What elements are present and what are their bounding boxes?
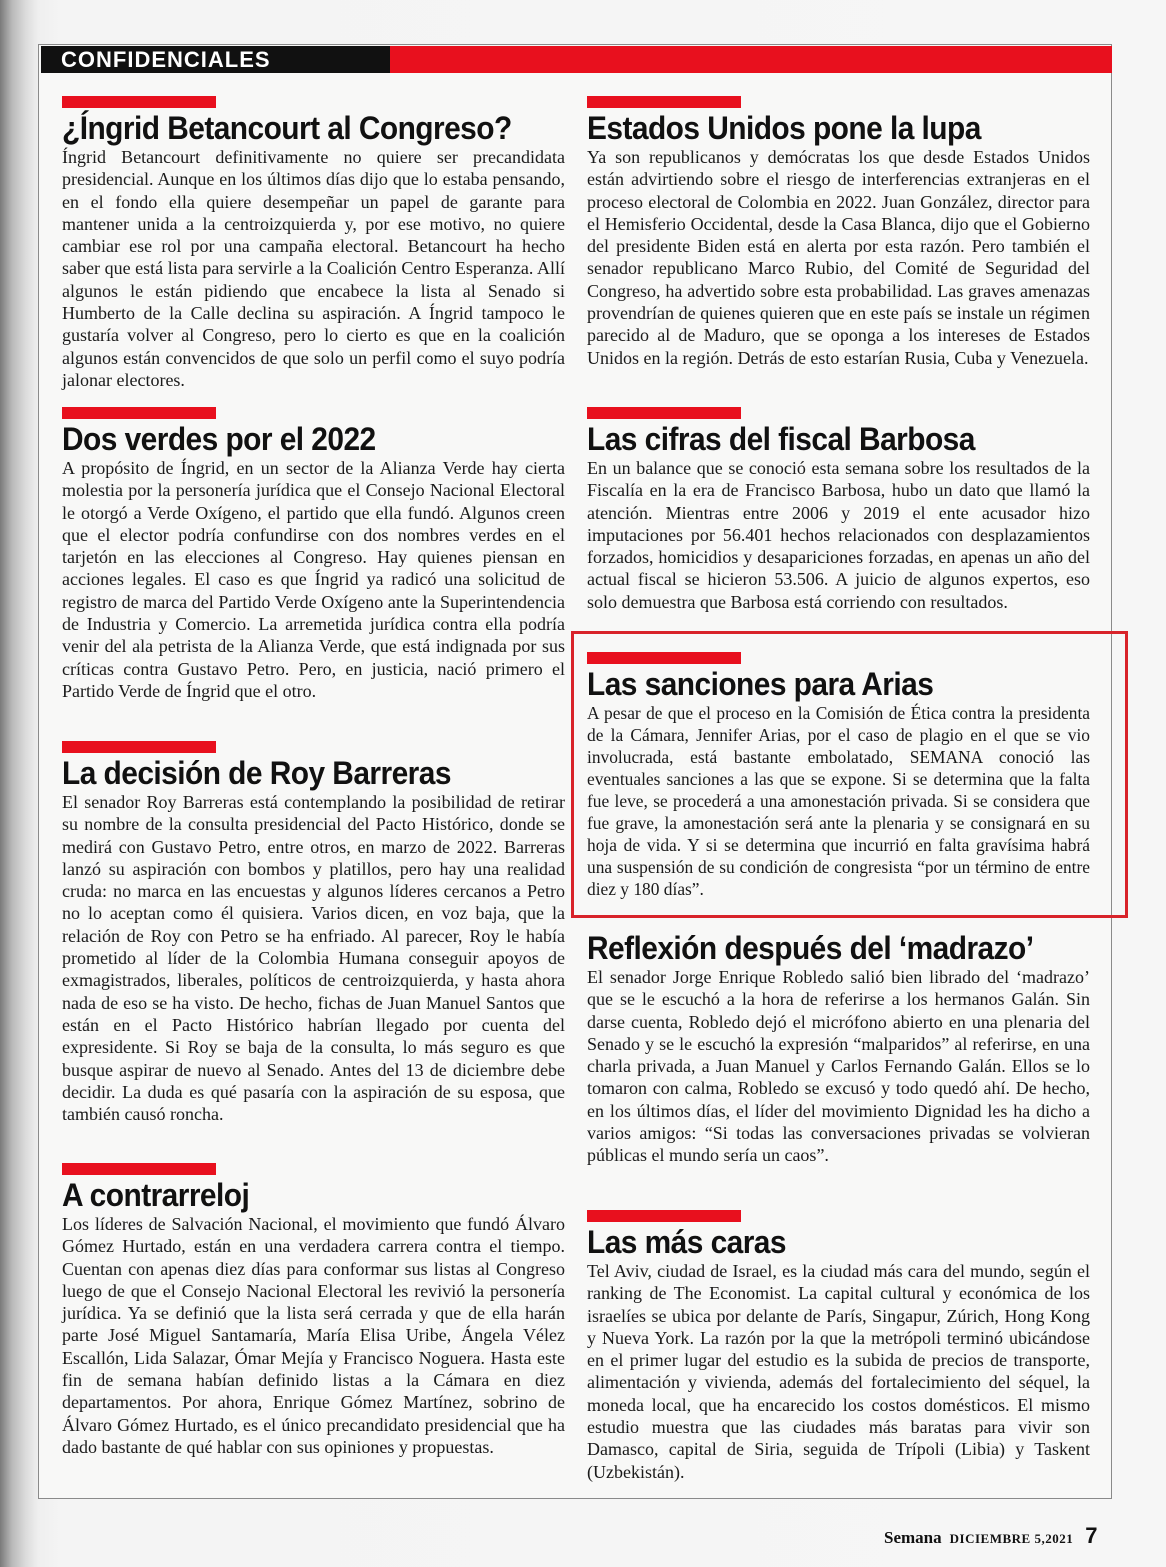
- article-body: Los líderes de Salvación Nacional, el movimiento que fundó Álvaro Gómez Hurtado, están en una verdadera carrera contra el tiempo. Cuentan con apenas diez días para conformar sus listas al Congreso luego de que el Consejo Nacional Electoral les revivió la personería jurídica. Ya se definió que la lista será cerrada y que de ella harán parte José Miguel Santamaría, María Elisa Uribe, Ángela Vélez Escallón, Lida Salazar, Ómar Mejía y Francisco Noguera. Hasta este fin de semana habían definido listas a la Cámara en diez departamentos. Por ahora, Enrique Gómez Martínez, sobrino de Álvaro Gómez Hurtado, es el único precandidato presidencial que ha dado bastante de qué hablar con sus opiniones y propuestas.: [62, 1214, 565, 1457]
- article-fiscal-barbosa: [587, 407, 1090, 613]
- article-headline: A contrarreloj: [62, 1177, 250, 1213]
- magazine-name: Semana: [884, 1528, 942, 1547]
- article-headline: Estados Unidos pone la lupa: [587, 110, 981, 146]
- article-body: Ya son republicanos y demócratas los que desde Estados Unidos están advirtiendo sobre el riesgo de interferencias extranjeras en el proceso electoral de Colombia en 2022. Juan González, director para el Hemisferio Occidental, desde la Casa Blanca, dijo que el Gobierno del presidente Biden está en alerta por esta razón. Pero también el senador republicano Marco Rubio, del Comité de Seguridad del Congreso, ha advertido sobre esta probabilidad. Las graves amenazas provendrían de quienes quieren que en este país se instale un régimen parecido al de Maduro, que se oponga a los intereses de Estados Unidos en la región. Detrás de esto estarían Rusia, Cuba y Venezuela.: [587, 147, 1090, 368]
- section-title: CONFIDENCIALES: [61, 47, 271, 72]
- article-body: A propósito de Íngrid, en un sector de la Alianza Verde hay cierta molestia por la personería jurídica que el Consejo Nacional Electoral le otorgó a Verde Oxígeno, el partido que ella fundó. Algunos creen que el elector podría confundirse con dos nombres verdes en el tarjetón en las elecciones al Congreso. Hay quienes piensan en acciones legales. El caso es que Íngrid ya radicó una solicitud de registro de marca del Partido Verde Oxígeno ante la Superintendencia de Industria y Comercio. La arremetida jurídica contra ella podría venir del ala petrista de la Alianza Verde, que está indignada por sus críticas contra Gustavo Petro. Pero, en justicia, nació primero el Partido Verde de Íngrid que el otro.: [62, 458, 565, 701]
- article-red-bar: [587, 407, 741, 419]
- article-ingrid: [62, 96, 565, 391]
- article-red-bar: [62, 96, 216, 108]
- article-headline: Reflexión después del ‘madrazo’: [587, 930, 1034, 966]
- article-body: El senador Roy Barreras está contemplando la posibilidad de retirar su nombre de la consulta presidencial del Pacto Histórico, donde se medirá con Gustavo Petro, entre otros, en marzo de 2022. Barreras lanzó su aspiración con bombos y platillos, pero hay una realidad cruda: no marca en las encuestas y algunos líderes cercanos a Petro no lo aceptan como él quisiera. Varios dicen, en voz baja, que la relación de Roy con Petro se ha enfriado. Al parecer, Roy le había prometido al líder de la Colombia Humana conseguir apoyos de exmagistrados, liberales, políticos de centroizquierda, y hasta ahora nada de eso se ha visto. De hecho, fichas de Juan Manuel Santos que están en el Pacto Histórico habrían llegado por cuenta del expresidente. Si Roy se baja de la consulta, lo más seguro es que busque aspirar de nuevo al Senado. Antes del 13 de diciembre debe decidir. La duda es qué pasaría con la aspiración de su esposa, que también causó roncha.: [62, 792, 565, 1125]
- article-roy-barreras: [62, 741, 565, 1125]
- article-dos-verdes: [62, 407, 565, 702]
- article-red-bar: [587, 1210, 741, 1222]
- article-body: Íngrid Betancourt definitivamente no quiere ser precandidata presidencial. Aunque en los últimos días dijo que lo estaba pensando, en el fondo ella quiere desempeñar un papel de garante para mantener unida a la centroizquierda y, por ese motivo, no quiere cambiar ese rol por una campaña electoral. Betancourt ha hecho saber que está lista para servirle a la Coalición Centro Esperanza. Allí algunos le están pidiendo que encabece la lista al Senado si Humberto de la Calle declina su aspiración. A Íngrid tampoco le gustaría volver al Congreso, pero lo cierto es que en la coalición algunos están convencidos de que solo un perfil como el suyo podría jalonar electores.: [62, 147, 565, 390]
- article-body: En un balance que se conoció esta semana sobre los resultados de la Fiscalía en la era de Francisco Barbosa, hubo un dato que llamó la atención. Mientras entre 2006 y 2019 el ente acusador hizo imputaciones por 56.401 hechos relacionados con desplazamientos forzados, homicidios y desapariciones forzadas, en apenas un año del actual fiscal se hicieron 53.506. A juicio de algunos expertos, eso solo demuestra que Barbosa está corriendo con resultados.: [587, 458, 1090, 612]
- article-mas-caras: [587, 1210, 1090, 1483]
- article-body: A pesar de que el proceso en la Comisión de Ética contra la presidenta de la Cámara, Jennifer Arias, por el caso de plagio en el que se vio involucrada, está bastante embolatado, SEMANA conoció las eventuales sanciones a las que se expone. Si se determina que la falta fue leve, se procederá a una amonestación privada. Si se considera que fue grave, la amonestación será ante la plenaria y se consignará en su hoja de vida. Y si se determina que incurrió en falta gravísima habrá una suspensión de su condición de congresista “por un término de entre diez y 180 días”.: [587, 703, 1090, 899]
- issue-date: DICIEMBRE 5,2021: [949, 1531, 1074, 1546]
- article-body: El senador Jorge Enrique Robledo salió bien librado del ‘madrazo’ que se le escuchó a la hora de referirse a los hermanos Galán. Sin darse cuenta, Robledo dejó el micrófono abierto en una plenaria del Senado y se le escuchó la expresión “malparidos” al referirse, en una charla privada, a Juan Manuel y Carlos Fernando Galán. Ellos se lo tomaron con calma, Robledo se excusó y todo quedó ahí. De hecho, en los últimos días, el líder del movimiento Dignidad les ha dicho a varios amigos: “Si todas las conversaciones privadas se volvieran públicas el mundo sería un caos”.: [587, 967, 1090, 1166]
- article-body: Tel Aviv, ciudad de Israel, es la ciudad más cara del mundo, según el ranking de The Economist. La capital cultural y económica de los israelíes se ubica por delante de París, Singapur, Zúrich, Hong Kong y Nueva York. La razón por la que la metrópoli terminó ubicándose en el primer lugar del estudio es la subida de precios de transporte, alimentación y vivienda, además del fortalecimiento del séquel, la moneda local, que ha encarecido los costos domésticos. El mismo estudio muestra que las ciudades más baratas para vivir son Damasco, capital de Siria, seguida de Trípoli (Libia) y Taskent (Uzbekistán).: [587, 1261, 1090, 1482]
- article-headline: ¿Íngrid Betancourt al Congreso?: [62, 110, 512, 146]
- section-banner: [41, 46, 1112, 73]
- article-headline: Las cifras del fiscal Barbosa: [587, 421, 975, 457]
- page-number: 7: [1085, 1523, 1098, 1548]
- article-headline: La decisión de Roy Barreras: [62, 755, 451, 791]
- article-headline: Las sanciones para Arias: [587, 666, 934, 702]
- article-red-bar: [62, 741, 216, 753]
- article-red-bar: [62, 407, 216, 419]
- article-madrazo: [587, 930, 1090, 1167]
- article-contrarreloj: [62, 1163, 565, 1458]
- article-red-bar: [587, 96, 741, 108]
- highlight-box: [571, 631, 1128, 918]
- article-headline: Dos verdes por el 2022: [62, 421, 376, 457]
- page-footer: [884, 1523, 1097, 1549]
- article-estados-unidos: [587, 96, 1090, 369]
- article-headline: Las más caras: [587, 1224, 786, 1260]
- article-red-bar: [62, 1163, 216, 1175]
